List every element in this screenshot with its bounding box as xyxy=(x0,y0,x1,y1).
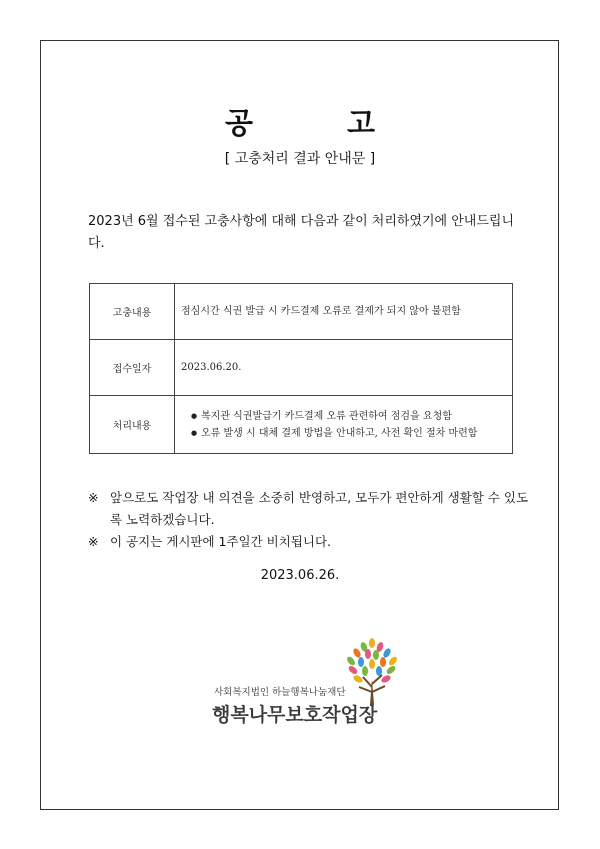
action-list xyxy=(181,408,506,442)
note-item xyxy=(88,531,533,553)
tree-logo-icon xyxy=(337,637,407,707)
note-text: 앞으로도 작업장 내 의견을 소중히 반영하고, 모두가 편안하게 생활할 수 있도록 노력하겠습니다. xyxy=(110,490,529,527)
row-label: 고충내용 xyxy=(90,284,175,340)
notes-section xyxy=(88,487,533,553)
receipt-date: 2023.06.20. xyxy=(175,340,513,396)
intro-paragraph: 2023년 6월 접수된 고충사항에 대해 다음과 같이 처리하였기에 안내드립니다. xyxy=(88,214,515,251)
table-row xyxy=(90,396,513,454)
table-row xyxy=(90,284,513,340)
complaint-content: 점심시간 식권 발급 시 카드결제 오류로 결제가 되지 않아 불편함 xyxy=(175,284,513,340)
organization-name: 행복나무보호작업장 xyxy=(212,704,378,726)
list-item: ● 복지관 식권발급기 카드결제 오류 관련하여 점검을 요청함 xyxy=(191,408,506,425)
list-item: ● 오류 발생 시 대체 결제 방법을 안내하고, 사전 확인 절차 마련함 xyxy=(191,425,506,442)
note-text: 이 공지는 게시판에 1주일간 비치됩니다. xyxy=(110,534,332,549)
notice-title: 공 고 xyxy=(224,106,418,140)
action-content xyxy=(175,396,513,454)
reference-mark: ※ xyxy=(88,534,99,549)
table-row xyxy=(90,340,513,396)
complaint-table xyxy=(89,283,513,454)
notice-subtitle: [ 고충처리 결과 안내문 ] xyxy=(224,151,376,167)
row-label: 접수일자 xyxy=(90,340,175,396)
reference-mark: ※ xyxy=(88,490,99,505)
note-item xyxy=(88,487,533,531)
notice-date: 2023.06.26. xyxy=(260,568,340,583)
foundation-name: 사회복지법인 하늘행복나눔재단 xyxy=(214,687,346,698)
row-label: 처리내용 xyxy=(90,396,175,454)
